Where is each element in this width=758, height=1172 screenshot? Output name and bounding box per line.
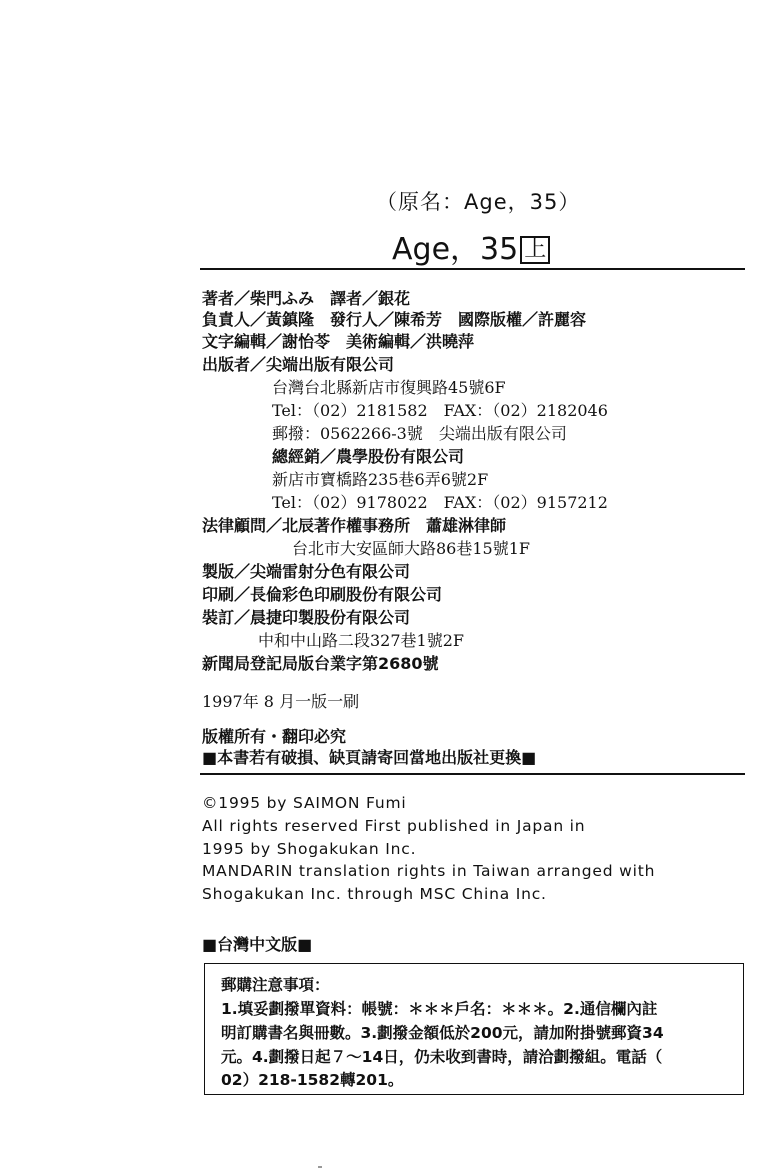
mail-order-title: 郵購注意事項：	[221, 976, 330, 994]
copyright-line: Shogakukan Inc. through MSC China Inc.	[202, 885, 547, 903]
credit-line: 著者／柴門ふみ 譯者／銀花	[202, 289, 411, 308]
mail-order-line: 元。4.劃撥日起７～14日，仍未收到書時，請洽劃撥組。電話（	[221, 1048, 663, 1066]
book-title	[392, 224, 550, 268]
copyright-line: 1995 by Shogakukan Inc.	[202, 840, 417, 858]
edition-date: 1997年 8 月一版一刷	[202, 692, 360, 711]
mail-order-line: 02）218-1582轉201。	[221, 1071, 404, 1089]
credit-line: 印刷／長倫彩色印刷股份有限公司	[202, 585, 443, 604]
book-title-text: Age，35	[392, 232, 519, 267]
page-mark	[318, 1166, 322, 1168]
distributor-phone: Tel：（02）9178022 FAX：（02）9157212	[272, 493, 608, 512]
original-title: （原名：Age，35）	[376, 190, 581, 214]
volume-badge: 上	[520, 236, 550, 264]
copyright-line: All rights reserved First published in Japan in	[202, 817, 586, 835]
copyright-line: MANDARIN translation rights in Taiwan arranged with	[202, 862, 656, 880]
publisher-postal-account: 郵撥：0562266-3號 尖端出版有限公司	[272, 424, 567, 443]
credit-line: 製版／尖端雷射分色有限公司	[202, 562, 411, 581]
middle-divider	[200, 773, 745, 775]
edition-label: ■台灣中文版■	[202, 935, 313, 954]
mail-order-box	[204, 963, 744, 1095]
rights-notice: 版權所有・翻印必究	[202, 727, 347, 746]
copyright-line: ©1995 by SAIMON Fumi	[202, 794, 407, 812]
legal-advisor-line: 法律顧問／北辰著作權事務所 蕭雄淋律師	[202, 516, 507, 535]
mail-order-line: 明訂購書名與冊數。3.劃撥金額低於200元，請加附掛號郵資34	[221, 1024, 664, 1042]
credit-line: 文字編輯／謝怡苓 美術編輯／洪曉萍	[202, 332, 475, 351]
publisher-address: 台灣台北縣新店市復興路45號6F	[272, 378, 506, 397]
publisher-phone: Tel：（02）2181582 FAX：（02）2182046	[272, 401, 608, 420]
distributor-line: 總經銷／農學股份有限公司	[272, 447, 465, 466]
legal-advisor-address: 台北市大安區師大路86巷15號1F	[292, 539, 531, 558]
registration-line: 新聞局登記局版台業字第2680號	[202, 654, 439, 673]
return-notice: ■本書若有破損、缺頁請寄回當地出版社更換■	[202, 748, 537, 767]
binder-address: 中和中山路二段327巷1號2F	[258, 631, 465, 650]
mail-order-line: 1.填妥劃撥單資料：帳號：＊＊＊戶名：＊＊＊。2.通信欄內註	[221, 1000, 658, 1018]
credit-line: 出版者／尖端出版有限公司	[202, 355, 395, 374]
distributor-address: 新店市寶橋路235巷6弄6號2F	[272, 470, 489, 489]
credit-line: 裝訂／晨捷印製股份有限公司	[202, 608, 411, 627]
top-divider	[200, 268, 745, 270]
credit-line: 負責人／黃鎮隆 發行人／陳希芳 國際版權／許麗容	[202, 310, 587, 329]
